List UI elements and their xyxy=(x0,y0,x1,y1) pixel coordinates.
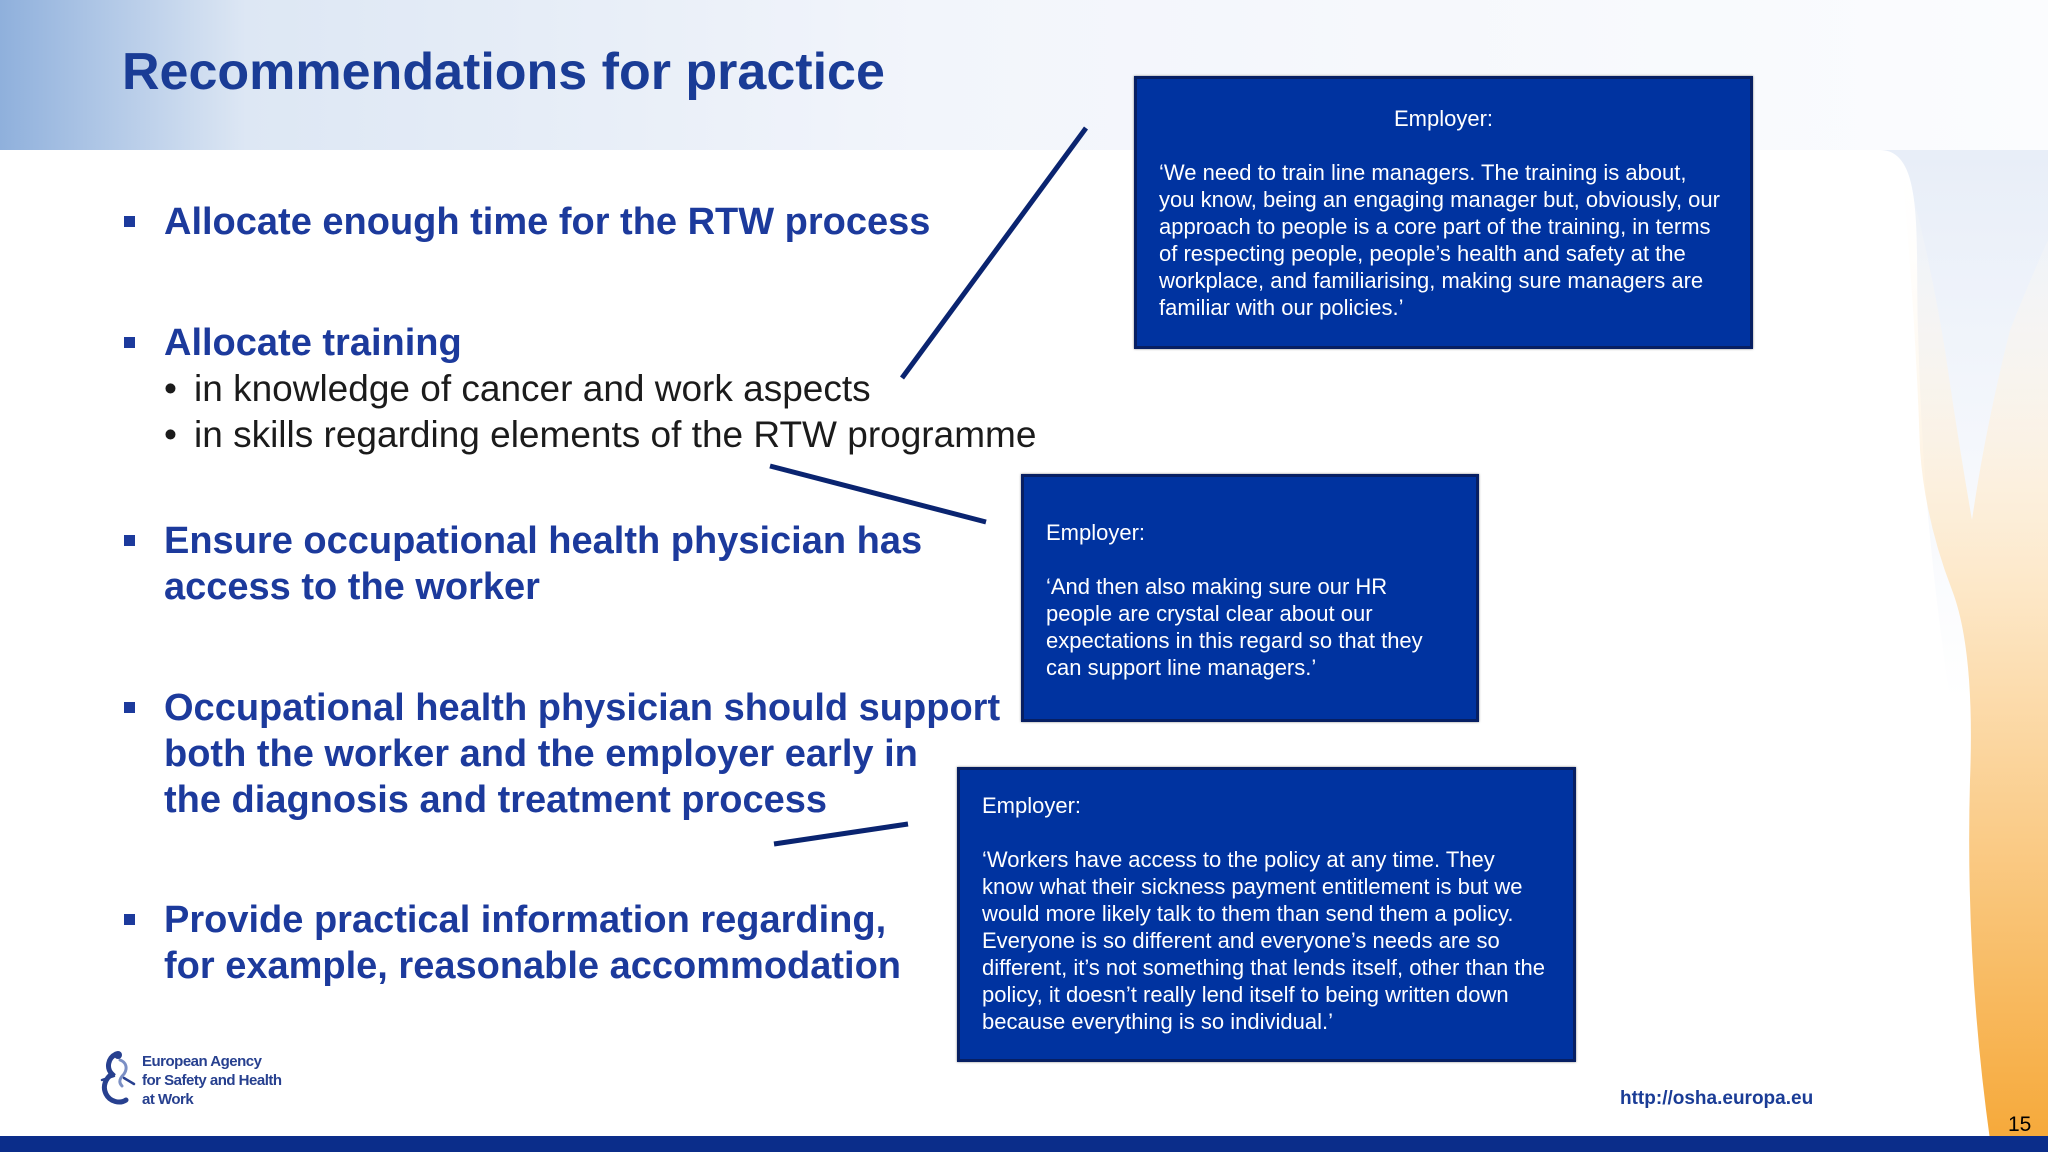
bullet-text-line: Provide practical information regarding, xyxy=(164,899,887,941)
connector-line-3 xyxy=(774,824,908,844)
sub-bullet-item xyxy=(164,412,1036,458)
bullet-text-line: the diagnosis and treatment process xyxy=(164,779,828,821)
bullet-text: Allocate enough time for the RTW process xyxy=(164,201,931,243)
logo-text xyxy=(142,1052,282,1109)
sub-bullet-text: in skills regarding elements of the RTW programme xyxy=(194,414,1037,455)
osha-url-link[interactable]: http://osha.europa.eu xyxy=(1620,1088,1814,1109)
osha-logo-icon xyxy=(98,1050,140,1108)
quote-label: Employer: xyxy=(1046,520,1146,545)
osha-logo[interactable] xyxy=(98,1050,308,1110)
quote-label: Employer: xyxy=(1393,106,1494,131)
bullet-text-line: access to the worker xyxy=(164,566,540,608)
square-bullet-icon xyxy=(124,337,135,348)
logo-text-line: for Safety and Health xyxy=(142,1072,282,1089)
bullet-text-line: Occupational health physician should support xyxy=(164,687,1001,729)
slide-title: Recommendations for practice xyxy=(122,43,885,101)
bullet-text: Allocate training xyxy=(164,322,462,364)
quote-text: ‘And then also making sure our HR people are crystal clear about our expectations in this regard so that they can support line managers.’ xyxy=(1046,574,1423,680)
bullet-allocate-training xyxy=(122,320,1036,458)
square-bullet-icon xyxy=(124,216,135,227)
bullet-practical-info xyxy=(122,897,901,989)
sub-bullet-item xyxy=(164,366,1036,412)
round-bullet-icon: • xyxy=(164,368,177,409)
bullet-ohp-support xyxy=(122,685,1000,823)
employer-quote-box-1 xyxy=(1134,76,1753,349)
square-bullet-icon xyxy=(124,702,135,713)
square-bullet-icon xyxy=(124,914,135,925)
sub-bullet-text: in knowledge of cancer and work aspects xyxy=(194,368,871,409)
quote-text: ‘We need to train line managers. The training is about, you know, being an engaging manager but, obviously, our approach to people is a core part of the training, in terms of respecting people, people’s health and safety at the workplace, and familiarising, making sure managers are familiar with our policies.’ xyxy=(1159,160,1720,320)
round-bullet-icon: • xyxy=(164,414,177,455)
quote-label: Employer: xyxy=(982,793,1082,818)
quote-text: ‘Workers have access to the policy at any time. They know what their sickness payment entitlement is but we would more likely talk to them than send them a policy. Everyone is so different and everyone’s needs are so different, it’s not something that lends itself, other than the policy, it doesn’t really lend itself to being written down because everything is so individual.’ xyxy=(982,847,1545,1034)
footer-bar xyxy=(0,1136,2048,1152)
logo-text-line: European Agency xyxy=(142,1053,262,1070)
bullet-rtw-time xyxy=(122,199,930,245)
sub-bullet-list xyxy=(164,366,1036,458)
bullet-text-line: for example, reasonable accommodation xyxy=(164,945,902,987)
employer-quote-box-2 xyxy=(1021,474,1479,722)
square-bullet-icon xyxy=(124,535,135,546)
connector-line-2 xyxy=(770,466,986,522)
employer-quote-box-3 xyxy=(957,767,1576,1062)
bullet-ohp-access xyxy=(122,518,922,610)
bullet-text-line: both the worker and the employer early in xyxy=(164,733,918,775)
page-number: 15 xyxy=(2008,1113,2032,1136)
logo-text-line: at Work xyxy=(142,1091,194,1108)
bullet-text-line: Ensure occupational health physician has xyxy=(164,520,923,562)
